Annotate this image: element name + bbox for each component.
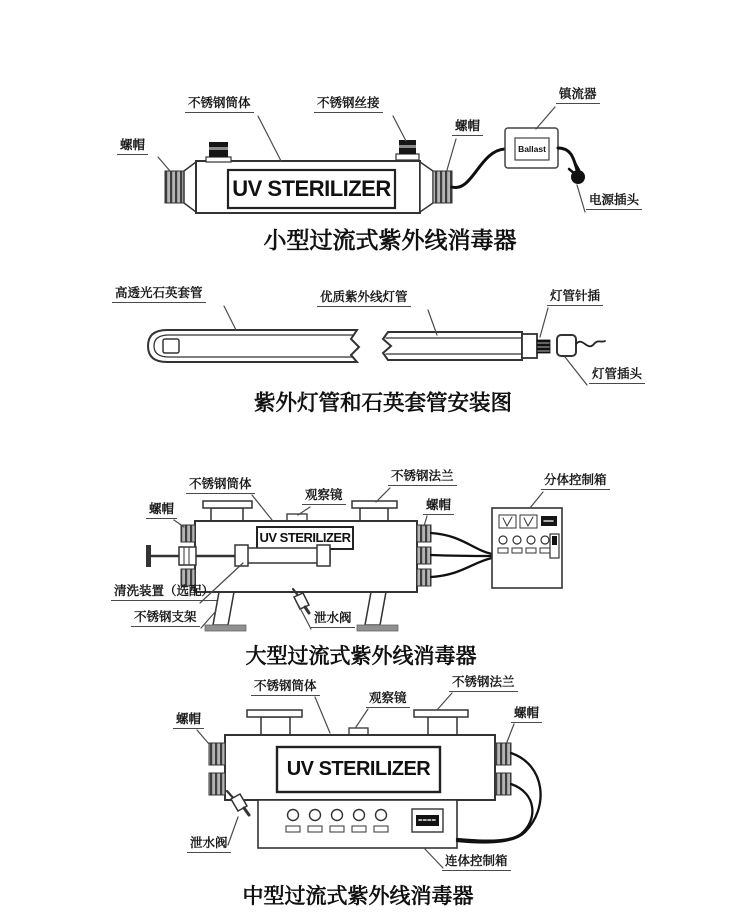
large-foot-left: [205, 625, 246, 631]
medium-nut-left-top: [209, 743, 225, 765]
label-small-nut-right: 螺帽: [452, 119, 483, 136]
label-large-nut-right: 螺帽: [423, 498, 454, 515]
indicator-light: [376, 810, 387, 821]
integrated-control-box: [258, 800, 457, 848]
medium-sight-glass: [349, 728, 368, 735]
label-small-body: 不锈钢筒体: [185, 96, 254, 113]
label-split-control-box: 分体控制箱: [541, 473, 610, 490]
label-lamp-pins: 灯管针插: [547, 289, 603, 306]
cleaning-wiper: [237, 548, 330, 563]
medium-nut-right-bottom: [495, 773, 511, 795]
caption-small-sterilizer: 小型过流式紫外线消毒器: [263, 227, 517, 253]
indicator-light: [513, 536, 521, 544]
small-nut-right: [433, 171, 452, 203]
label-medium-nut-right: 螺帽: [511, 706, 542, 723]
small-nut-left: [165, 171, 184, 203]
medium-nameplate-text: UV STERILIZER: [286, 758, 431, 780]
caption-large-sterilizer: 大型过流式紫外线消毒器: [245, 645, 477, 668]
indicator-light: [541, 536, 549, 544]
indicator-light: [499, 536, 507, 544]
large-nameplate-text: UV STERILIZER: [259, 530, 351, 545]
label-medium-body: 不锈钢筒体: [251, 679, 320, 696]
label-large-nut-left: 螺帽: [146, 502, 177, 519]
label-uv-lamp: 优质紫外线灯管: [317, 290, 411, 307]
indicator-light: [527, 536, 535, 544]
label-small-nut-left: 螺帽: [117, 138, 148, 155]
label-integrated-control-box: 连体控制箱: [442, 854, 511, 871]
label-large-body: 不锈钢筒体: [186, 477, 255, 494]
medium-flange-left: [247, 710, 302, 717]
lamp-and-sleeve-drawing: [148, 306, 605, 385]
caption-medium-sterilizer: 中型过流式紫外线消毒器: [242, 885, 474, 908]
lamp-plug-shape: [557, 335, 576, 356]
ballast-box-text: Ballast: [518, 144, 546, 154]
large-cables: [431, 533, 492, 577]
label-power-plug: 电源插头: [586, 193, 642, 210]
lamp-pins-shape: [537, 340, 550, 353]
uv-lamp-shape: [383, 332, 522, 360]
indicator-light: [354, 810, 365, 821]
label-medium-flange: 不锈钢法兰: [449, 675, 518, 692]
label-medium-drain-valve: 泄水阀: [187, 836, 231, 853]
large-nut-right-middle: [417, 547, 431, 564]
large-sight-glass: [287, 514, 307, 521]
caption-lamp-sleeve: 紫外灯管和石英套管安装图: [253, 391, 512, 415]
large-drain-valve-shape: [294, 593, 309, 609]
split-control-box: [492, 508, 562, 588]
indicator-light: [332, 810, 343, 821]
label-ballast: 镇流器: [556, 87, 600, 104]
label-cleaning-device: 清洗装置（选配）: [111, 584, 217, 601]
small-nameplate-text: UV STERILIZER: [232, 176, 391, 201]
label-lamp-plug: 灯管插头: [589, 367, 645, 384]
label-small-wire-joint: 不锈钢丝接: [314, 96, 383, 113]
label-bracket: 不锈钢支架: [131, 610, 200, 627]
large-nut-left-top: [181, 525, 195, 542]
label-large-sight-glass: 观察镜: [302, 488, 346, 505]
medium-nut-right-top: [495, 743, 511, 765]
small-cable: [452, 149, 505, 188]
large-flange-left: [203, 501, 252, 508]
large-uv-sterilizer-drawing: [146, 488, 562, 631]
ballast-cord: [558, 148, 577, 170]
cleaning-handle: [146, 545, 151, 567]
label-large-flange: 不锈钢法兰: [388, 469, 457, 486]
large-foot-right: [357, 625, 398, 631]
medium-flange-right: [414, 710, 468, 717]
label-medium-nut-left: 螺帽: [173, 712, 204, 729]
label-quartz-sleeve: 高透光石英套管: [112, 286, 206, 303]
medium-nut-left-bottom: [209, 773, 225, 795]
label-medium-sight-glass: 观察镜: [366, 691, 410, 708]
large-nut-right-top: [417, 525, 431, 542]
indicator-light: [310, 810, 321, 821]
large-nut-right-bottom: [417, 569, 431, 586]
lamp-end-cap: [522, 334, 537, 358]
indicator-light: [288, 810, 299, 821]
large-flange-right: [352, 501, 397, 508]
label-large-drain-valve: 泄水阀: [311, 611, 355, 628]
